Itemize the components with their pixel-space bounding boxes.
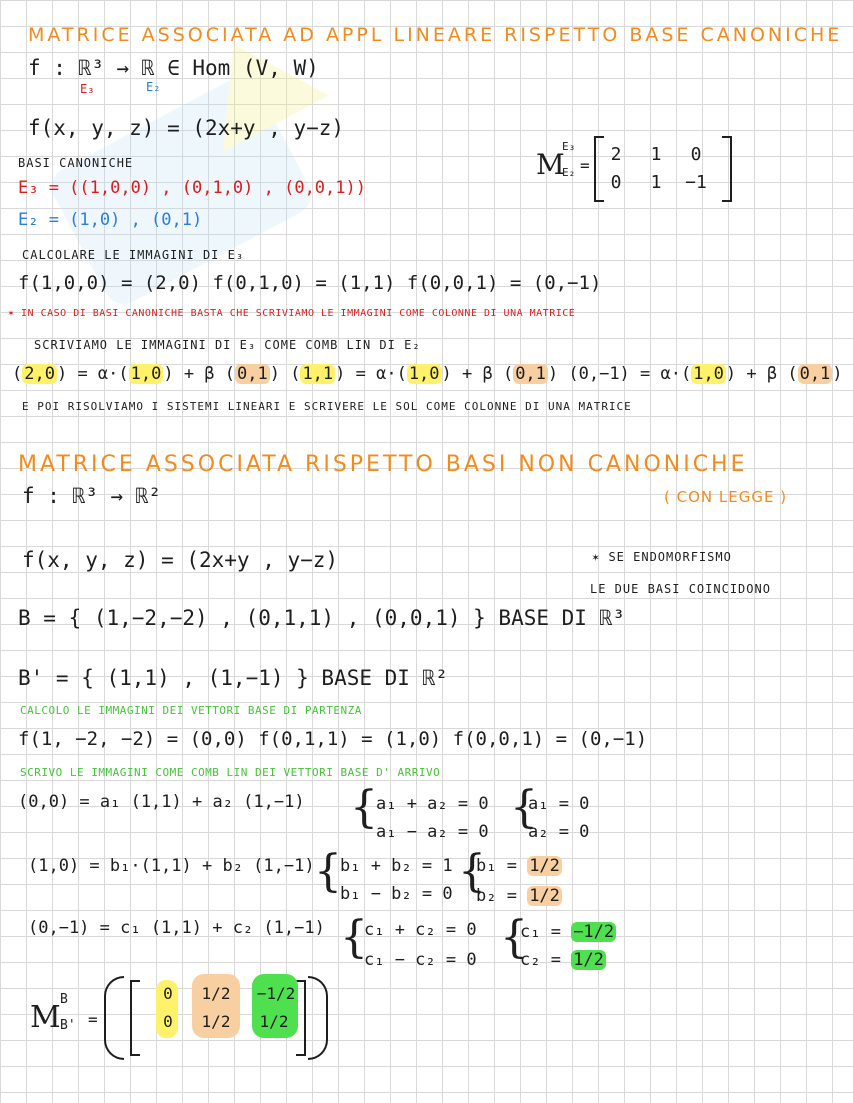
comb-text: ) + β ( [163, 364, 235, 384]
comb-vector-highlight: 2,0 [24, 364, 55, 384]
system-b-row: b₁ + b₂ = 1 [340, 856, 453, 876]
solution-a-row [528, 822, 589, 842]
images-non-canonical: f(1, −2, −2) = (0,0) f(0,1,1) = (1,0) f(0,0,1) = (0,−1) [18, 728, 648, 750]
matrix2-cell: 1/2 [201, 1012, 231, 1031]
matrix2-right-paren [308, 976, 328, 1060]
f-expression: f(x, y, z) = (2x+y , y−z) [28, 116, 345, 140]
solution-b2-value: 1/2 [529, 886, 560, 906]
system-a-row: a₁ + a₂ = 0 [376, 794, 489, 814]
system-brace: { [340, 912, 368, 963]
matrix2-left-paren [104, 976, 124, 1060]
solution-b1-key: b₁ = [476, 856, 528, 876]
system-c-row: c₁ + c₂ = 0 [364, 920, 477, 940]
comb-text: ) = α·( [335, 364, 407, 384]
sub-e3-label: E₃ [80, 82, 95, 96]
comb-lin-line [12, 364, 843, 384]
solution-brace: { [510, 782, 538, 833]
sub-e2-label: E₂ [146, 80, 161, 94]
comb-vector-highlight: 0,1 [237, 364, 268, 384]
heading-canonical: MATRICE ASSOCIATA AD APPL LINEARE RISPETTO BASE CANONICHE [28, 24, 843, 46]
comb-vector-highlight: 1,0 [130, 364, 162, 384]
e3-basis: E₃ = ((1,0,0) , (0,1,0) , (0,0,1)) [18, 178, 366, 198]
matrix1-right-bracket [722, 136, 732, 202]
scrivo-label: SCRIVO LE IMMAGINI COME COMB LIN DEI VETTORI BASE D' ARRIVO [20, 766, 441, 779]
f-definition: f : ℝ³ → ℝ ∈ Hom (V, W) [28, 56, 319, 80]
solution-b2-key: b₂ = [476, 886, 528, 906]
equation-a: (0,0) = a₁ (1,1) + a₂ (1,−1) [18, 792, 305, 812]
matrix2-left-bracket [130, 980, 140, 1056]
matrix1-superscript: E₃ [562, 140, 576, 153]
calcolo-immagini-label: CALCOLO LE IMMAGINI DEI VETTORI BASE DI PARTENZA [20, 704, 362, 717]
matrix2-superscript: B [60, 992, 68, 1007]
solution-c2-value: 1/2 [573, 950, 604, 970]
basis-B: B = { (1,−2,−2) , (0,1,1) , (0,0,1) } BASE DI ℝ³ [18, 606, 625, 630]
solution-brace: { [458, 846, 486, 897]
matrix2-cell: −1/2 [256, 984, 296, 1003]
solution-brace: { [500, 912, 528, 963]
solution-a1: a₁ = 0 [528, 794, 590, 814]
solution-a-row [528, 794, 589, 814]
comb-text: ) + β ( [441, 364, 514, 384]
comb-vector-highlight: 1,1 [302, 364, 334, 384]
comb-text: ) [832, 364, 843, 384]
matrix1-cell: 1 [650, 144, 662, 165]
basi-coincidono-note: LE DUE BASI COINCIDONO [590, 582, 771, 596]
solution-c-row [520, 950, 606, 970]
con-legge-label: ( CON LEGGE ) [664, 488, 788, 506]
endomorfismo-note: ✶ SE ENDOMORFISMO [592, 550, 732, 564]
solution-a2: a₂ = 0 [528, 822, 590, 842]
matrix2-subscript: B' [60, 1018, 76, 1033]
matrix1-subscript: E₂ [562, 166, 576, 179]
comb-text: ) = α·( [56, 364, 129, 384]
f2-definition: f : ℝ³ → ℝ² [22, 484, 162, 508]
matrix1-cell: 0 [690, 144, 702, 165]
system-c-row: c₁ − c₂ = 0 [364, 950, 477, 970]
matrix2-cell: 0 [163, 1012, 173, 1031]
matrix1-equals: = [580, 156, 590, 175]
comb-vector-highlight: 0,1 [515, 364, 546, 384]
system-brace: { [350, 782, 378, 833]
basis-B-prime: B' = { (1,1) , (1,−1) } BASE DI ℝ² [18, 666, 448, 690]
comb-text: ( [12, 364, 23, 384]
solution-c2-key: c₂ = [520, 950, 572, 970]
solution-c1-value: −1/2 [573, 922, 615, 942]
matrix1-cell: 1 [650, 172, 662, 193]
comb-vector-highlight: 1,0 [693, 364, 724, 384]
matrix1-cell: −1 [685, 172, 707, 193]
matrix2-cell: 0 [163, 984, 173, 1003]
f2-expression: f(x, y, z) = (2x+y , y−z) [22, 548, 339, 572]
system-b-row: b₁ − b₂ = 0 [340, 884, 453, 904]
scriviamo-label: SCRIVIAMO LE IMMAGINI DI E₃ COME COMB LIN DI E₂ [34, 338, 421, 352]
equation-b: (1,0) = b₁·(1,1) + b₂ (1,−1) [28, 856, 315, 876]
matrix2-equals: = [88, 1010, 98, 1029]
solution-b-row [476, 886, 562, 906]
matrix2-label: M [30, 1000, 61, 1035]
comb-text: ) ( [269, 364, 301, 384]
comb-vector-highlight: 1,0 [408, 364, 440, 384]
matrix1-cell: 2 [610, 144, 622, 165]
matrix2-cell: 1/2 [201, 984, 231, 1003]
images-canonical: f(1,0,0) = (2,0) f(0,1,0) = (1,1) f(0,0,1) = (0,−1) [18, 272, 602, 294]
comb-text: ) + β ( [725, 364, 798, 384]
system-a-row: a₁ − a₂ = 0 [376, 822, 489, 842]
solution-c-row [520, 922, 616, 942]
matrix2-cell: 1/2 [259, 1012, 289, 1031]
matrix1-label: M [536, 148, 565, 181]
solution-b1-value: 1/2 [529, 856, 560, 876]
comb-vector-highlight: 0,1 [799, 364, 831, 384]
comb-text: ) (0,−1) = α·( [547, 364, 692, 384]
system-brace: { [314, 846, 342, 897]
risolviamo-label: E POI RISOLVIAMO I SISTEMI LINEARI E SCRIVERE LE SOL COME COLONNE DI UNA MATRICE [22, 400, 632, 413]
basi-canoniche-label: BASI CANONICHE [18, 156, 134, 170]
solution-b-row [476, 856, 562, 876]
solution-c1-key: c₁ = [520, 922, 572, 942]
e2-basis: E₂ = (1,0) , (0,1) [18, 210, 203, 230]
star-note: ✶ IN CASO DI BASI CANONICHE BASTA CHE SCRIVIAMO LE IMMAGINI COME COLONNE DI UNA MATRICE [8, 308, 576, 319]
equation-c: (0,−1) = c₁ (1,1) + c₂ (1,−1) [28, 918, 325, 938]
heading-non-canonical: MATRICE ASSOCIATA RISPETTO BASI NON CANONICHE [18, 452, 748, 477]
calcolare-label: CALCOLARE LE IMMAGINI DI E₃ [22, 248, 245, 262]
matrix1-cell: 0 [610, 172, 622, 193]
